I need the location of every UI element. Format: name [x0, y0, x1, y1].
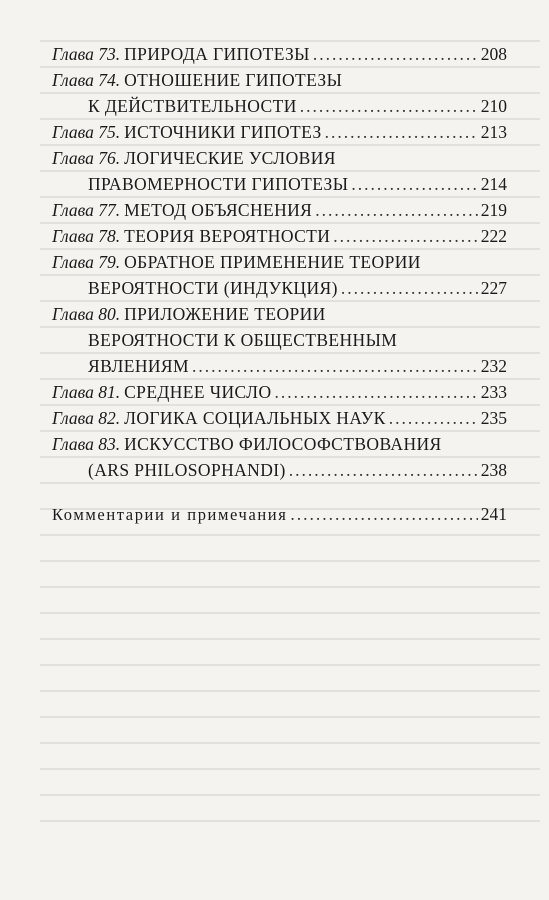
page-number: 208	[480, 44, 507, 64]
toc-entry-comments[interactable]	[52, 501, 507, 528]
chapter-title: ОБРАТНОЕ ПРИМЕНЕНИЕ ТЕОРИИ	[124, 252, 421, 272]
chapter-number: Глава 83.	[52, 434, 121, 454]
toc-entry[interactable]	[52, 379, 507, 405]
toc-entry-line	[52, 353, 507, 379]
page-number: 233	[480, 382, 507, 402]
dot-leader	[333, 223, 477, 249]
chapter-title: ЯВЛЕНИЯМ	[88, 356, 189, 376]
dot-leader	[313, 41, 478, 67]
toc-entry-line	[52, 405, 507, 431]
chapter-title: ТЕОРИЯ ВЕРОЯТНОСТИ	[124, 226, 331, 246]
page-number: 213	[480, 122, 507, 142]
toc-entry[interactable]	[52, 145, 507, 197]
toc-entry-line	[52, 93, 507, 119]
dot-leader	[300, 93, 478, 119]
chapter-title: ПРИЛОЖЕНИЕ ТЕОРИИ	[124, 304, 326, 324]
toc-entry[interactable]	[52, 67, 507, 119]
toc-entry-line	[52, 431, 507, 457]
chapter-number: Глава 73.	[52, 44, 121, 64]
page-number: 227	[480, 278, 507, 298]
toc-entry[interactable]	[52, 119, 507, 145]
page-number: 232	[480, 356, 507, 376]
chapter-title: ПРАВОМЕРНОСТИ ГИПОТЕЗЫ	[88, 174, 349, 194]
chapter-title: ИСТОЧНИКИ ГИПОТЕЗ	[124, 122, 322, 142]
comments-title: Комментарии и примечания	[52, 505, 288, 524]
dot-leader	[275, 379, 478, 405]
page-number: 214	[480, 174, 507, 194]
chapter-title: ЛОГИЧЕСКИЕ УСЛОВИЯ	[124, 148, 336, 168]
chapter-number: Глава 82.	[52, 408, 121, 428]
chapter-number: Глава 80.	[52, 304, 121, 324]
chapter-title: К ДЕЙСТВИТЕЛЬНОСТИ	[88, 96, 297, 116]
toc-entry-line	[52, 145, 507, 171]
toc-entry-line	[52, 197, 507, 223]
dot-leader	[289, 457, 478, 483]
toc-entry-line	[52, 379, 507, 405]
toc-entry-line	[52, 327, 507, 353]
toc-entry-line	[52, 223, 507, 249]
table-of-contents	[52, 41, 507, 528]
page-number: 241	[480, 504, 507, 524]
chapter-title: ПРИРОДА ГИПОТЕЗЫ	[124, 44, 310, 64]
page-number: 210	[480, 96, 507, 116]
chapter-number: Глава 77.	[52, 200, 121, 220]
chapter-title: ЛОГИКА СОЦИАЛЬНЫХ НАУК	[124, 408, 386, 428]
chapter-number: Глава 79.	[52, 252, 121, 272]
chapter-number: Глава 74.	[52, 70, 121, 90]
chapter-number: Глава 81.	[52, 382, 121, 402]
chapter-title: ИСКУССТВО ФИЛОСОФСТВОВАНИЯ	[124, 434, 442, 454]
page-number: 238	[480, 460, 507, 480]
toc-entry-line	[52, 501, 507, 528]
dot-leader	[341, 275, 478, 301]
toc-entry-line	[52, 457, 507, 483]
dot-leader	[389, 405, 478, 431]
toc-entry[interactable]	[52, 301, 507, 379]
chapter-title: ВЕРОЯТНОСТИ (ИНДУКЦИЯ)	[88, 278, 338, 298]
toc-entry-line	[52, 171, 507, 197]
chapter-title: ВЕРОЯТНОСТИ К ОБЩЕСТВЕННЫМ	[88, 330, 398, 350]
toc-entry[interactable]	[52, 41, 507, 67]
toc-entry[interactable]	[52, 223, 507, 249]
chapter-title: (ARS PHILOSOPHANDI)	[88, 460, 286, 480]
toc-entry-line	[52, 41, 507, 67]
toc-entry-line	[52, 67, 507, 93]
chapter-number: Глава 75.	[52, 122, 121, 142]
chapter-number: Глава 76.	[52, 148, 121, 168]
toc-entry[interactable]	[52, 197, 507, 223]
toc-entry[interactable]	[52, 249, 507, 301]
page-number: 222	[480, 226, 507, 246]
dot-leader	[290, 501, 477, 527]
toc-entry[interactable]	[52, 431, 507, 483]
toc-entry[interactable]	[52, 405, 507, 431]
chapter-title: СРЕДНЕЕ ЧИСЛО	[124, 382, 272, 402]
dot-leader	[351, 171, 477, 197]
page-number: 235	[480, 408, 507, 428]
dot-leader	[192, 353, 478, 379]
toc-entry-line	[52, 301, 507, 327]
chapter-title: МЕТОД ОБЪЯСНЕНИЯ	[124, 200, 313, 220]
toc-entry-line	[52, 275, 507, 301]
dot-leader	[315, 197, 478, 223]
dot-leader	[325, 119, 478, 145]
toc-entry-line	[52, 119, 507, 145]
chapter-title: ОТНОШЕНИЕ ГИПОТЕЗЫ	[124, 70, 343, 90]
chapter-number: Глава 78.	[52, 226, 121, 246]
toc-entry-line	[52, 249, 507, 275]
spacer	[52, 483, 507, 501]
page-number: 219	[480, 200, 507, 220]
